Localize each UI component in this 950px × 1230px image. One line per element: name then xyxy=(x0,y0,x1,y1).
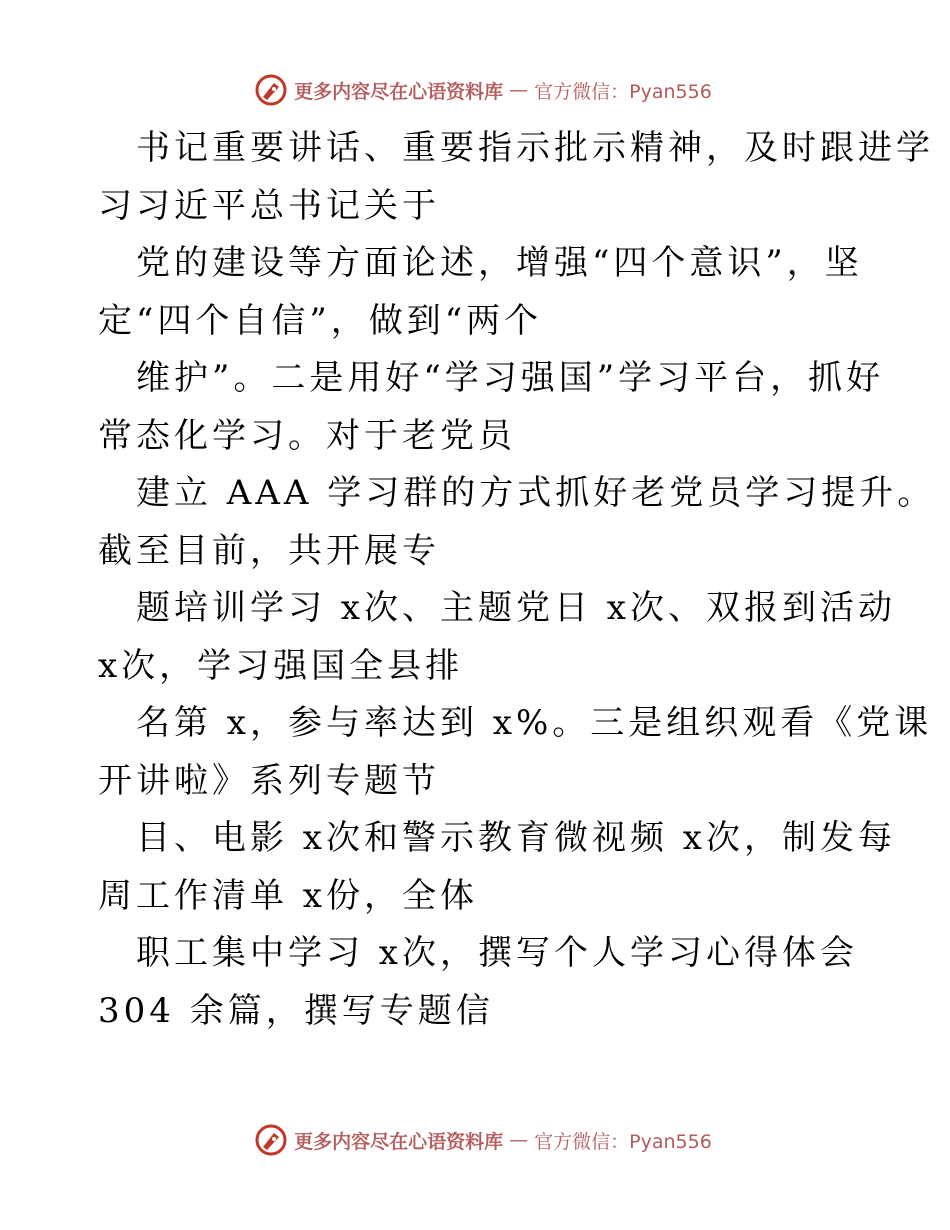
text-line: 书记重要讲话、重要指示批示精神，及时跟进学 xyxy=(136,128,934,168)
text-line: 党的建设等方面论述，增强“四个意识”，坚 xyxy=(136,243,863,283)
text-line: 职工集中学习 x次，撰写个人学习心得体会 xyxy=(136,933,858,973)
banner-site-name: 更多内容尽在心语资料库 xyxy=(294,80,504,103)
document-body xyxy=(98,120,936,1040)
header-banner-inner xyxy=(254,73,712,107)
pen-nib-circle-logo-icon xyxy=(254,73,288,107)
footer-watermark-banner xyxy=(0,1120,950,1160)
banner-wechat-id: 官方微信：Pyan556 xyxy=(534,80,712,103)
footer-banner-inner xyxy=(254,1123,712,1157)
pen-nib-circle-logo-icon xyxy=(254,1123,288,1157)
banner-site-name: 更多内容尽在心语资料库 xyxy=(294,1130,504,1153)
text-line: 开讲啦》系列专题节 xyxy=(98,760,440,801)
text-line: 建立 AAA 学习群的方式抓好老党员学习提升。 xyxy=(136,473,936,513)
text-line: x次，学习强国全县排 xyxy=(98,645,464,686)
text-line: 定“四个自信”，做到“两个 xyxy=(98,300,543,341)
text-line: 304 余篇，撰写专题信 xyxy=(98,990,494,1031)
banner-separator: — xyxy=(509,79,529,101)
text-line: 题培训学习 x次、主题党日 x次、双报到活动 xyxy=(136,588,896,628)
text-line: 常态化学习。对于老党员 xyxy=(98,415,516,456)
header-watermark-banner xyxy=(0,70,950,110)
text-line: 维护”。二是用好“学习强国”学习平台，抓好 xyxy=(136,358,885,398)
banner-separator: — xyxy=(509,1129,529,1151)
text-line: 习习近平总书记关于 xyxy=(98,185,440,226)
banner-wechat-id: 官方微信：Pyan556 xyxy=(534,1130,712,1153)
text-line: 截至目前，共开展专 xyxy=(98,530,440,571)
text-line: 目、电影 x次和警示教育微视频 x次，制发每 xyxy=(136,818,896,858)
text-line: 名第 x，参与率达到 x%。三是组织观看《党课 xyxy=(136,703,933,743)
text-line: 周工作清单 x份，全体 xyxy=(98,875,478,916)
